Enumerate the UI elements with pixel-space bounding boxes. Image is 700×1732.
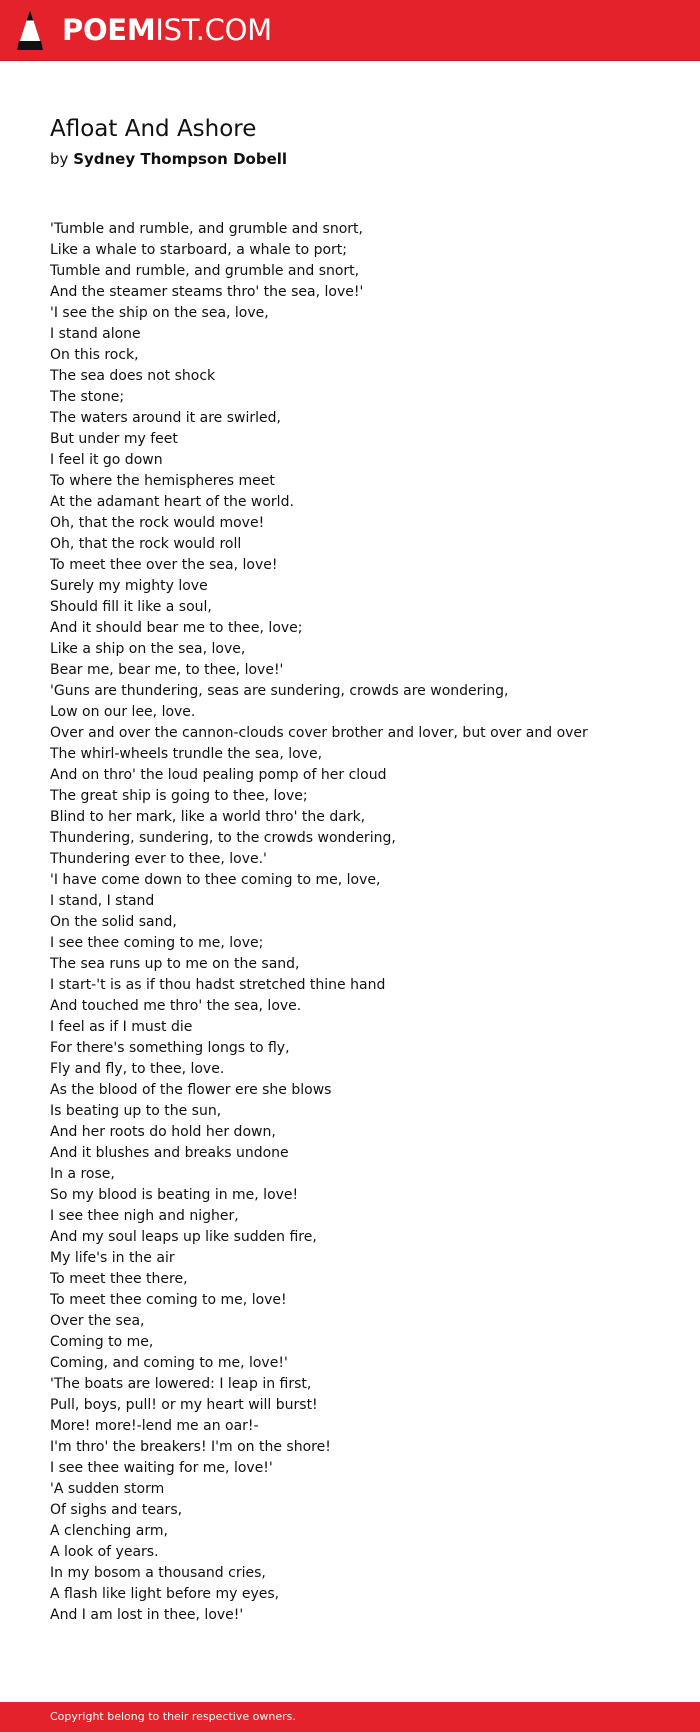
poem-line: And my soul leaps up like sudden fire, bbox=[50, 1229, 317, 1245]
poem-line: Over and over the cannon-clouds cover brother and lover, but over and over bbox=[50, 725, 588, 741]
poem-line: The whirl-wheels trundle the sea, love, bbox=[50, 746, 323, 762]
poem-line: Pull, boys, pull! or my heart will burst! bbox=[50, 1397, 318, 1413]
poem-line: For there's something longs to fly, bbox=[50, 1040, 290, 1056]
poem-line: To meet thee there, bbox=[50, 1271, 188, 1287]
poem-line: The waters around it are swirled, bbox=[50, 410, 281, 426]
poem-line: As the blood of the flower ere she blows bbox=[50, 1082, 332, 1098]
poem-line: And the steamer steams thro' the sea, love!' bbox=[50, 284, 364, 300]
byline bbox=[50, 148, 287, 170]
poem-line: Should fill it like a soul, bbox=[50, 599, 212, 615]
poem-line: 'Guns are thundering, seas are sundering, crowds are wondering, bbox=[50, 683, 509, 699]
poem-line: I'm thro' the breakers! I'm on the shore! bbox=[50, 1439, 331, 1455]
copyright-notice: Copyright belong to their respective owners. bbox=[50, 1710, 296, 1723]
poem-line: In a rose, bbox=[50, 1166, 115, 1182]
poem-line: I stand, I stand bbox=[50, 893, 155, 909]
poem-line: In my bosom a thousand cries, bbox=[50, 1565, 266, 1581]
poem-line: 'A sudden storm bbox=[50, 1481, 165, 1497]
poem-line: And it blushes and breaks undone bbox=[50, 1145, 289, 1161]
poem-line: The sea does not shock bbox=[50, 368, 216, 384]
poem-line: And it should bear me to thee, love; bbox=[50, 620, 303, 636]
poem-line: And on thro' the loud pealing pomp of her cloud bbox=[50, 767, 387, 783]
poem-line: To meet thee over the sea, love! bbox=[50, 557, 278, 573]
poem-line: Like a whale to starboard, a whale to port; bbox=[50, 242, 348, 258]
site-footer bbox=[0, 1702, 700, 1732]
poem-line: At the adamant heart of the world. bbox=[50, 494, 294, 510]
poem-line: So my blood is beating in me, love! bbox=[50, 1187, 299, 1203]
poem-line: More! more!-lend me an oar!- bbox=[50, 1418, 259, 1434]
poem-line: I see thee nigh and nigher, bbox=[50, 1208, 239, 1224]
poem-line: Blind to her mark, like a world thro' the dark, bbox=[50, 809, 366, 825]
poem-line: A look of years. bbox=[50, 1544, 159, 1560]
poem-line: The sea runs up to me on the sand, bbox=[50, 956, 300, 972]
poem-line: Low on our lee, love. bbox=[50, 704, 196, 720]
poem-line: Thundering ever to thee, love.' bbox=[50, 851, 267, 867]
poem-line: Coming to me, bbox=[50, 1334, 154, 1350]
poem-line: I feel as if I must die bbox=[50, 1019, 193, 1035]
brand-name-bold: POEM bbox=[62, 13, 156, 47]
poem-line: On the solid sand, bbox=[50, 914, 177, 930]
poem-line: Thundering, sundering, to the crowds wondering, bbox=[50, 830, 396, 846]
poem-line: Tumble and rumble, and grumble and snort, bbox=[50, 263, 360, 279]
poem-line: Oh, that the rock would move! bbox=[50, 515, 265, 531]
poem-line: 'I see the ship on the sea, love, bbox=[50, 305, 269, 321]
poem-line: And touched me thro' the sea, love. bbox=[50, 998, 302, 1014]
poem-line: To where the hemispheres meet bbox=[50, 473, 275, 489]
poem-line: Is beating up to the sun, bbox=[50, 1103, 222, 1119]
poem-line: Coming, and coming to me, love!' bbox=[50, 1355, 288, 1371]
poem-line: The great ship is going to thee, love; bbox=[50, 788, 308, 804]
poem-line: Like a ship on the sea, love, bbox=[50, 641, 246, 657]
poem-line: And I am lost in thee, love!' bbox=[50, 1607, 244, 1623]
poem-line: Over the sea, bbox=[50, 1313, 145, 1329]
poem-line: On this rock, bbox=[50, 347, 139, 363]
author-name: Sydney Thompson Dobell bbox=[73, 150, 288, 168]
poem-line: A clenching arm, bbox=[50, 1523, 168, 1539]
brand-name-light: IST.COM bbox=[155, 13, 272, 47]
poem-line: I see thee coming to me, love; bbox=[50, 935, 264, 951]
poem-line: Bear me, bear me, to thee, love!' bbox=[50, 662, 284, 678]
site-logo-link[interactable] bbox=[62, 12, 272, 48]
poem-line: Of sighs and tears, bbox=[50, 1502, 183, 1518]
poem-line: A flash like light before my eyes, bbox=[50, 1586, 280, 1602]
poem-line: I start-'t is as if thou hadst stretched thine hand bbox=[50, 977, 386, 993]
site-header bbox=[0, 0, 700, 61]
poem-line: The stone; bbox=[50, 389, 125, 405]
poem-line: I stand alone bbox=[50, 326, 141, 342]
poem-line: 'The boats are lowered: I leap in first, bbox=[50, 1376, 312, 1392]
poem-title: Afloat And Ashore bbox=[50, 116, 257, 142]
poem-line: 'I have come down to thee coming to me, love, bbox=[50, 872, 381, 888]
poem-line: Surely my mighty love bbox=[50, 578, 208, 594]
poem-line: 'Tumble and rumble, and grumble and snort, bbox=[50, 221, 363, 237]
poem-line: Oh, that the rock would roll bbox=[50, 536, 242, 552]
poem-line: I feel it go down bbox=[50, 452, 163, 468]
by-label: by bbox=[50, 150, 69, 168]
poem-line: But under my feet bbox=[50, 431, 178, 447]
poem-line: To meet thee coming to me, love! bbox=[50, 1292, 287, 1308]
poem-line: My life's in the air bbox=[50, 1250, 175, 1266]
poem-line: I see thee waiting for me, love!' bbox=[50, 1460, 273, 1476]
poem-body bbox=[50, 219, 670, 1626]
poem-line: Fly and fly, to thee, love. bbox=[50, 1061, 225, 1077]
poem-line: And her roots do hold her down, bbox=[50, 1124, 276, 1140]
pencil-tip-icon[interactable] bbox=[17, 10, 43, 50]
